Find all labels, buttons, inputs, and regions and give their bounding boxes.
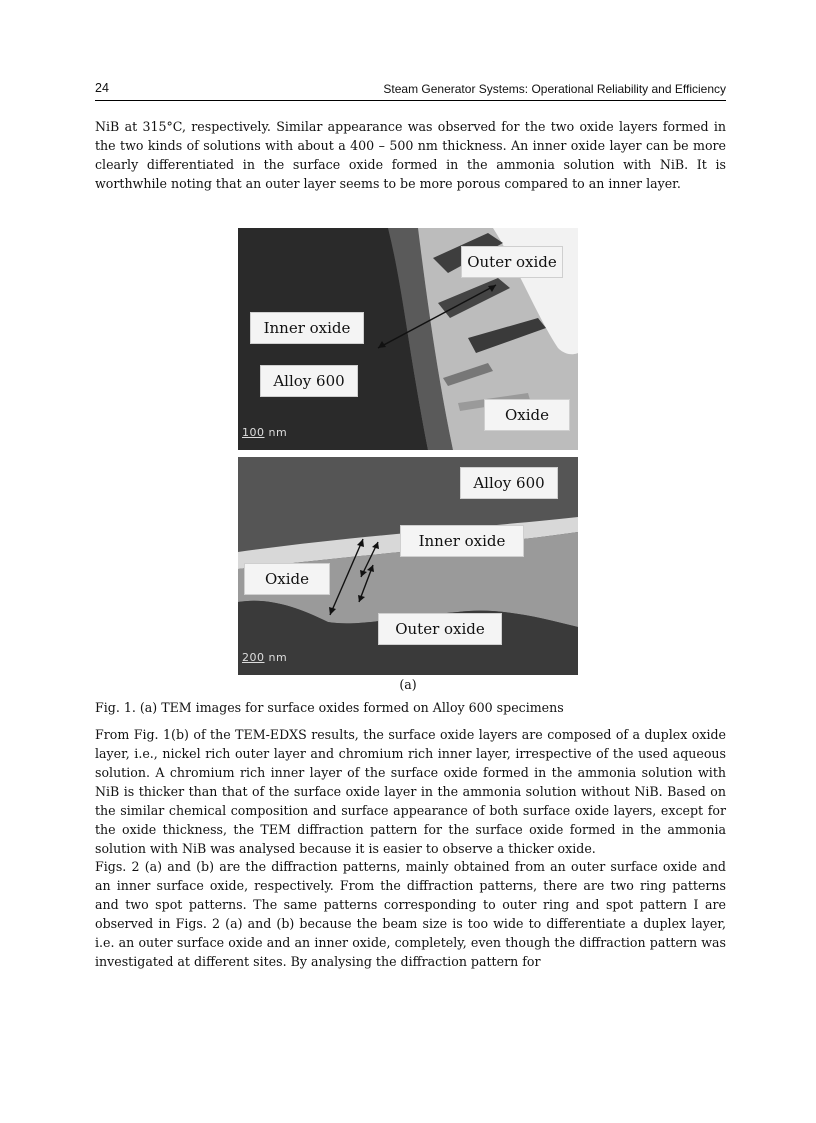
- label-inner-oxide-bottom: Inner oxide: [400, 525, 524, 557]
- scale-unit-top: nm: [268, 426, 288, 439]
- label-outer-oxide-bottom: Outer oxide: [378, 613, 502, 645]
- running-header: [95, 80, 726, 101]
- scale-value-top: 100: [242, 426, 265, 439]
- paragraph-3: Figs. 2 (a) and (b) are the diffraction patterns, mainly obtained from an outer surface oxide and an inner surface oxide, respectively. From the diffraction patterns, there are two ring patterns and two spot patterns. The same patterns corresponding to outer ring and spot pattern I are observed in Figs. 2 (a) and (b) because the beam size is too wide to differentiate a duplex layer, i.e. an outer surface oxide and an inner oxide, completely, even though the diffraction pattern was investigated at different sites. By analysing the diffraction pattern for: [95, 859, 726, 969]
- subfigure-label: (a): [399, 677, 417, 692]
- tem-image-bottom: [238, 457, 578, 675]
- figure-caption: Fig. 1. (a) TEM images for surface oxides formed on Alloy 600 specimens: [95, 700, 564, 715]
- paragraph-2: From Fig. 1(b) of the TEM-EDXS results, the surface oxide layers are composed of a duplex oxide layer, i.e., nickel rich outer layer and chromium rich inner layer, irrespective of the used aqueous solution. A chromium rich inner layer of the surface oxide formed in the ammonia solution with NiB is thicker than that of the surface oxide layer in the ammonia solution without NiB. Based on the similar chemical composition and surface appearance of both surface oxide layers, except for the oxide thickness, the TEM diffraction pattern for the surface oxide formed in the ammonia solution with NiB was analysed because it is easier to observe a thicker oxide.: [95, 727, 726, 856]
- label-outer-oxide: Outer oxide: [461, 246, 563, 278]
- page-number: 24: [95, 81, 109, 95]
- scale-bar-bottom: [242, 651, 287, 664]
- paragraph-1: NiB at 315°C, respectively. Similar appearance was observed for the two oxide layers formed in the two kinds of solutions with about a 400 – 500 nm thickness. An inner oxide layer can be more clearly differentiated in the surface oxide formed in the ammonia solution with NiB. It is worthwhile noting that an outer layer seems to be more porous compared to an inner layer.: [95, 119, 726, 191]
- tem-image-top: [238, 228, 578, 450]
- label-oxide: Oxide: [484, 399, 570, 431]
- scale-unit-bottom: nm: [268, 651, 288, 664]
- running-title: Steam Generator Systems: Operational Reliability and Efficiency: [383, 82, 726, 96]
- scale-bar-top: [242, 426, 287, 439]
- label-inner-oxide: Inner oxide: [250, 312, 364, 344]
- scale-value-bottom: 200: [242, 651, 265, 664]
- label-alloy-600: Alloy 600: [260, 365, 358, 397]
- label-oxide-bottom: Oxide: [244, 563, 330, 595]
- label-alloy-600-bottom: Alloy 600: [460, 467, 558, 499]
